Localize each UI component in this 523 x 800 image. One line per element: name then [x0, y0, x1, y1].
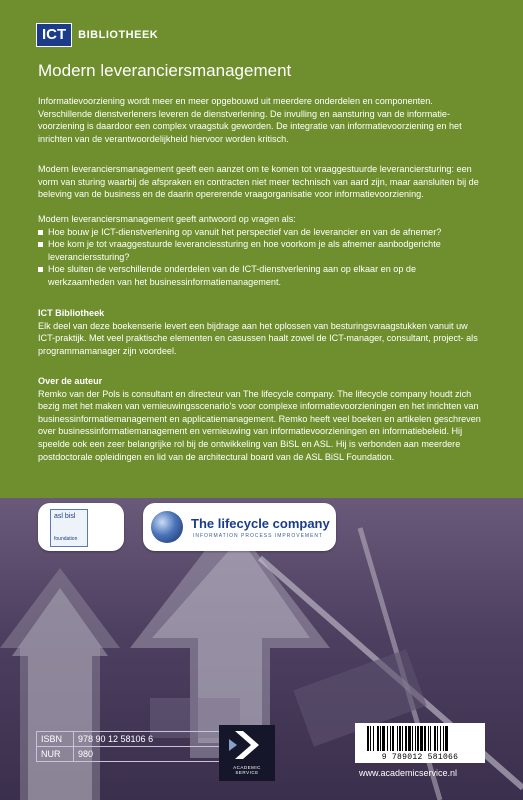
list-item: Hoe sluiten de verschillende onderdelen van de ICT-dienstverlening aan op elkaar en op de werkzaamheden van het businessinformatiemanagement. [38, 263, 485, 288]
author-section [38, 375, 485, 463]
barcode [355, 723, 485, 763]
asl-bisl-logo [38, 503, 124, 551]
questions-section [38, 213, 485, 289]
nur-label: NUR [37, 747, 74, 762]
series-name: BIBLIOTHEEK [78, 29, 159, 41]
isbn-table [36, 731, 233, 762]
nur-value: 980 [74, 747, 233, 762]
library-heading: ICT Bibliotheek [38, 308, 105, 318]
isbn-label: ISBN [37, 732, 74, 747]
library-section [38, 307, 485, 357]
ict-badge: ICT [36, 23, 72, 47]
intro-paragraph-2: Modern leveranciersmanagement geeft een aanzet om te komen tot vraaggestuurde leveranciersturing: een vorm van sturing waarbij de afspraken en contracten niet meer technisch van aard zijn, maar aansluiten bij de beleving van de business en de daarin opererende vraagorganisatie voor informatievoorziening. [38, 164, 479, 200]
list-item: Hoe kom je tot vraaggestuurde leveranciessturing en hoe voorkom je als afnemer aanbodgerichte leverancierssturing? [38, 238, 485, 263]
table-row [37, 732, 233, 747]
isbn-value: 978 90 12 58106 6 [74, 732, 233, 747]
chevron-right-icon [219, 725, 275, 765]
library-text: Elk deel van deze boekenserie levert een bijdrage aan het oplossen van besturingsvraagstukken vanuit uw ICT-praktijk. Met veel praktische elementen en casussen haalt zowel de ICT-manager, consultant, project- als programmamanager zijn voordeel. [38, 320, 478, 356]
intro-paragraph-1: Informatievoorziening wordt meer en meer opgebouwd uit meerdere onderdelen en componenten. Verschillende dienstverleners leveren de dienstverlening. De invulling en aansturing van de informatie-voorziening is daardoor een complex vraagstuk geworden. De integratie van informatievoorziening en het inrichten van de verantwoordelijkheid hiervoor worden kritisch. [38, 96, 462, 144]
publisher-url: www.academicservice.nl [359, 768, 458, 778]
globe-icon [151, 511, 183, 543]
questions-list [38, 226, 485, 289]
barcode-number: 9 789012 581066 [381, 753, 459, 762]
questions-intro: Modern leveranciersmanagement geeft antwoord op vragen als: [38, 214, 296, 224]
author-heading: Over de auteur [38, 376, 103, 386]
series-logo [36, 24, 158, 46]
book-title: Modern leveranciersmanagement [38, 61, 292, 80]
list-item: Hoe bouw je ICT-dienstverlening op vanuit het perspectief van de leverancier en van de afnemer? [38, 226, 485, 239]
asl-bisl-mark: asl bisl foundation [50, 509, 88, 547]
table-row [37, 747, 233, 762]
barcode-bars [355, 723, 485, 753]
lifecycle-company-logo: The lifecycle company INFORMATION PROCESS IMPROVEMENT [143, 503, 336, 551]
publisher-logo: ACADEMIC SERVICE [219, 725, 275, 781]
author-text: Remko van der Pols is consultant en directeur van The lifecycle company. The lifecycle company houdt zich bezig met het maken van vernieuwingsscenario's voor complexe informatievoorzieningen en het inrichten van businessinformatiemanagement en applicatiemanagement. Remko heeft veel boeken en artikelen geschreven over businessinformatiemanagement en vernieuwing van informatievoorzieningen en informatiebeleid. Hij speelde ook een zeer belangrijke rol bij de ontwikkeling van BiSL en ASL. Hij is verbonden aan meerdere postdoctorale opleidingen en lid van de architectural board van de ASL BiSL Foundation. [38, 388, 481, 462]
